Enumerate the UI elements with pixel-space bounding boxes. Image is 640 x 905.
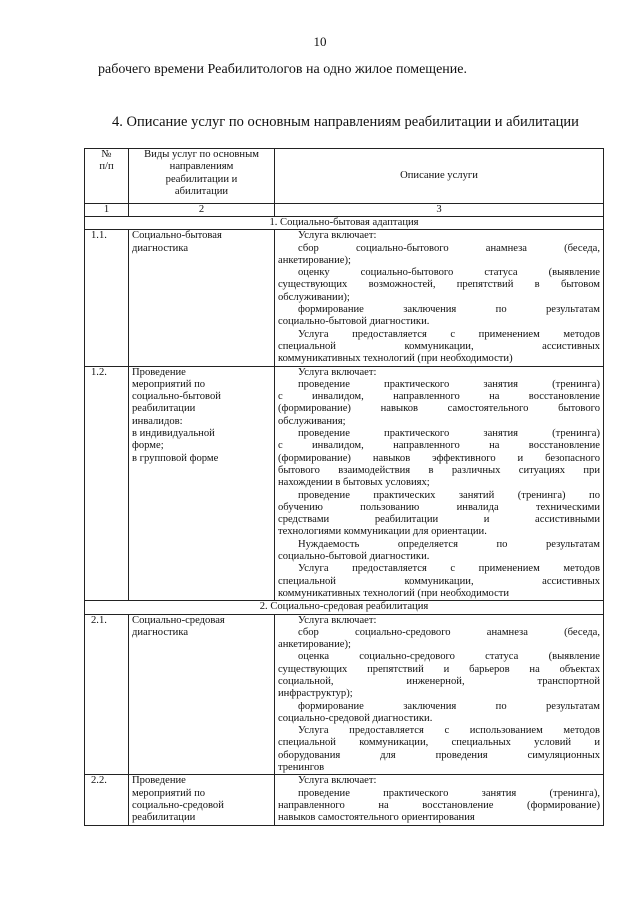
service-name-line: инвалидов: (132, 415, 183, 427)
column-number: 3 (275, 204, 604, 217)
description-line: коммуникативных технологий (при необходимости (278, 587, 510, 599)
service-name-line: социально-бытовой (132, 391, 221, 403)
description-line: Услуга включает: (298, 366, 377, 378)
description-line: специальной коммуникации, специальных условий и (278, 737, 600, 749)
description-line: инфраструктур); (278, 688, 353, 700)
service-name-line: Социально-бытовая (132, 230, 222, 242)
description-line: Услуга включает: (298, 614, 377, 626)
service-name-line: диагностика (132, 626, 189, 638)
description-line: средствами реабилитации и ассистивными (278, 514, 600, 526)
table-row (85, 366, 604, 601)
description-line: оценку социально-бытового статуса (выявление (298, 267, 600, 279)
description-line: социально-бытовой диагностики. (278, 316, 430, 328)
service-description (275, 775, 604, 825)
description-line: с инвалидом, направленного на восстановление (278, 440, 600, 452)
service-name-line: Социально-средовая (132, 614, 225, 626)
service-description (275, 614, 604, 775)
intro-line: рабочего времени Реабилитологов на одно жилое помещение. (98, 62, 467, 77)
description-line: сбор социально-бытового анамнеза (беседа, (298, 242, 600, 254)
service-name-line: в групповой форме (132, 452, 219, 464)
description-line: (формирование) навыков эффективного и безопасного (278, 452, 600, 464)
description-line: проведение практического занятия (тренинга), (298, 787, 600, 799)
header-desc: Описание услуги (275, 149, 604, 204)
description-line: анкетирование); (278, 639, 351, 651)
description-line: обучению пользованию инвалида техническими (278, 501, 600, 513)
header-num: № п/п (85, 149, 129, 204)
row-number: 1.2. (85, 366, 129, 601)
description-line: оценка социально-средового статуса (выявление (298, 651, 600, 663)
row-number: 1.1. (85, 230, 129, 366)
description-line: проведение практических занятий (тренинга) по (298, 489, 600, 501)
description-line: Нуждаемость определяется по результатам (298, 538, 600, 550)
description-line: существующих возможностей, препятствий в бытовом (278, 279, 600, 291)
service-name (129, 614, 275, 775)
description-line: бытового взаимодействия в различных ситуациях при (278, 464, 600, 476)
section-row (85, 601, 604, 614)
service-name (129, 775, 275, 825)
service-description (275, 230, 604, 366)
service-description (275, 366, 604, 601)
description-line: Услуга включает: (298, 230, 377, 242)
table-header-row (85, 149, 604, 204)
row-number: 2.1. (85, 614, 129, 775)
description-line: технологиями коммуникации для ориентации. (278, 526, 487, 538)
section-row (85, 217, 604, 230)
description-line: социально-средовой диагностики. (278, 712, 433, 724)
service-name-line: мероприятий по (132, 787, 206, 799)
service-name-line: реабилитации (132, 403, 196, 415)
description-line: обслуживании); (278, 291, 350, 303)
description-line: специальной коммуникации, ассистивных (278, 575, 600, 587)
description-line: социальной, инженерной, транспортной (278, 675, 600, 687)
description-line: существующих препятствий и барьеров на объектах (278, 663, 600, 675)
service-name-line: Проведение (132, 775, 186, 787)
description-line: нахождении в бытовых условиях; (278, 477, 430, 489)
table-row (85, 614, 604, 775)
service-name-line: реабилитации (132, 812, 196, 824)
description-line: тренингов (278, 762, 325, 774)
description-line: коммуникативных технологий (при необходимости) (278, 353, 513, 365)
description-line: оборудования для проведения симуляционных (278, 749, 600, 761)
column-number: 1 (85, 204, 129, 217)
services-table (84, 148, 604, 826)
section-title: 2. Социально-средовая реабилитация (85, 601, 604, 614)
service-name-line: в индивидуальной (132, 428, 215, 440)
description-line: (формирование) навыков самостоятельного бытового (278, 403, 600, 415)
description-line: проведение практического занятия (тренинга) (298, 378, 600, 390)
service-name-line: Проведение (132, 366, 186, 378)
column-number-row (85, 204, 604, 217)
service-name-line: форме; (132, 440, 164, 452)
service-name (129, 230, 275, 366)
column-number: 2 (129, 204, 275, 217)
description-line: Услуга включает: (298, 775, 377, 787)
description-line: Услуга предоставляется с применением методов (298, 328, 600, 340)
table-row (85, 230, 604, 366)
description-line: навыков самостоятельного ориентирования (278, 812, 475, 824)
section-heading: 4. Описание услуг по основным направлениям реабилитации и абилитации (112, 114, 579, 130)
description-line: формирование заключения по результатам (298, 700, 600, 712)
header-type: Виды услуг по основным направлениям реабилитации и абилитации (129, 149, 275, 204)
service-name-line: диагностика (132, 242, 189, 254)
description-line: Услуга предоставляется с применением методов (298, 563, 600, 575)
description-line: формирование заключения по результатам (298, 304, 600, 316)
description-line: специальной коммуникации, ассистивных (278, 340, 600, 352)
description-line: Услуга предоставляется с использованием методов (298, 725, 600, 737)
description-line: с инвалидом, направленного на восстановление (278, 391, 600, 403)
page-number: 10 (313, 34, 327, 49)
description-line: анкетирование); (278, 254, 351, 266)
description-line: сбор социально-средового анамнеза (беседа, (298, 626, 600, 638)
section-title: 1. Социально-бытовая адаптация (85, 217, 604, 230)
table-row (85, 775, 604, 825)
service-name-line: мероприятий по (132, 378, 206, 390)
service-name (129, 366, 275, 601)
description-line: обслуживания; (278, 415, 346, 427)
description-line: проведение практического занятия (тренинга) (298, 428, 600, 440)
row-number: 2.2. (85, 775, 129, 825)
description-line: социально-бытовой диагностики. (278, 551, 430, 563)
service-name-line: социально-средовой (132, 799, 224, 811)
description-line: направленного на восстановление (формирование) (278, 799, 600, 811)
